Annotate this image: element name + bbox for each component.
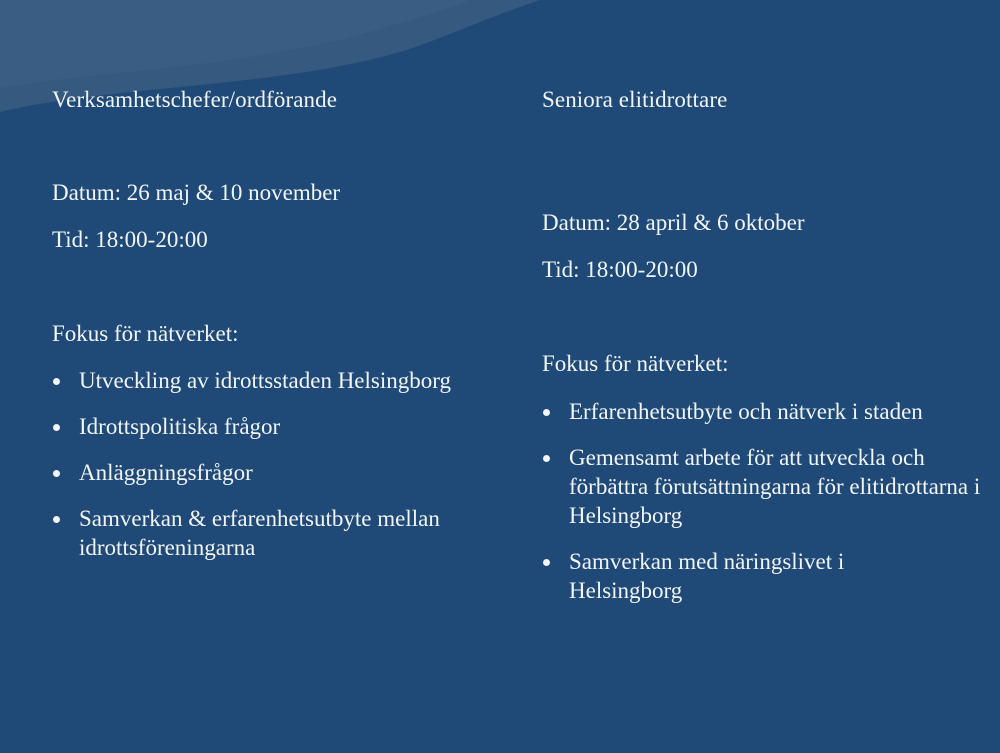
list-item bbox=[542, 443, 989, 530]
bullet-icon bbox=[53, 378, 60, 385]
list-item-text: Erfarenhetsutbyte och nätverk i staden bbox=[569, 399, 923, 424]
right-focus-list bbox=[542, 397, 981, 605]
list-item-text: Idrottspolitiska frågor bbox=[79, 414, 281, 439]
list-item-text: Samverkan med näringslivet i Helsingborg bbox=[569, 549, 845, 603]
decorative-wave bbox=[0, 0, 1000, 140]
list-item-text: Samverkan & erfarenhetsutbyte mellan idrottsföreningarna bbox=[79, 506, 440, 560]
list-item bbox=[52, 458, 452, 487]
right-fokus-heading: Fokus för nätverket: bbox=[542, 351, 729, 376]
bullet-icon bbox=[53, 516, 60, 523]
bullet-icon bbox=[543, 559, 550, 566]
right-datum: Datum: 28 april & 6 oktober bbox=[542, 210, 805, 235]
list-item bbox=[52, 366, 452, 395]
left-focus-list bbox=[52, 366, 452, 562]
list-item-text: Utveckling av idrottsstaden Helsingborg bbox=[79, 368, 451, 393]
left-tid: Tid: 18:00-20:00 bbox=[52, 227, 208, 252]
list-item bbox=[52, 412, 452, 441]
list-item bbox=[542, 397, 949, 426]
bullet-icon bbox=[543, 455, 550, 462]
list-item-text: Gemensamt arbete för att utveckla och förbättra förutsättningarna för elitidrottarna i Helsingborg bbox=[569, 445, 981, 528]
list-item bbox=[542, 547, 949, 605]
left-fokus-heading: Fokus för nätverket: bbox=[52, 321, 239, 346]
right-tid: Tid: 18:00-20:00 bbox=[542, 257, 698, 282]
bullet-icon bbox=[53, 470, 60, 477]
left-datum: Datum: 26 maj & 10 november bbox=[52, 180, 341, 205]
list-item bbox=[52, 504, 452, 562]
bullet-icon bbox=[543, 409, 550, 416]
left-section-title: Verksamhetschefer/ordförande bbox=[52, 87, 338, 112]
right-section-title: Seniora elitidrottare bbox=[542, 87, 728, 112]
list-item-text: Anläggningsfrågor bbox=[79, 460, 253, 485]
bullet-icon bbox=[53, 424, 60, 431]
